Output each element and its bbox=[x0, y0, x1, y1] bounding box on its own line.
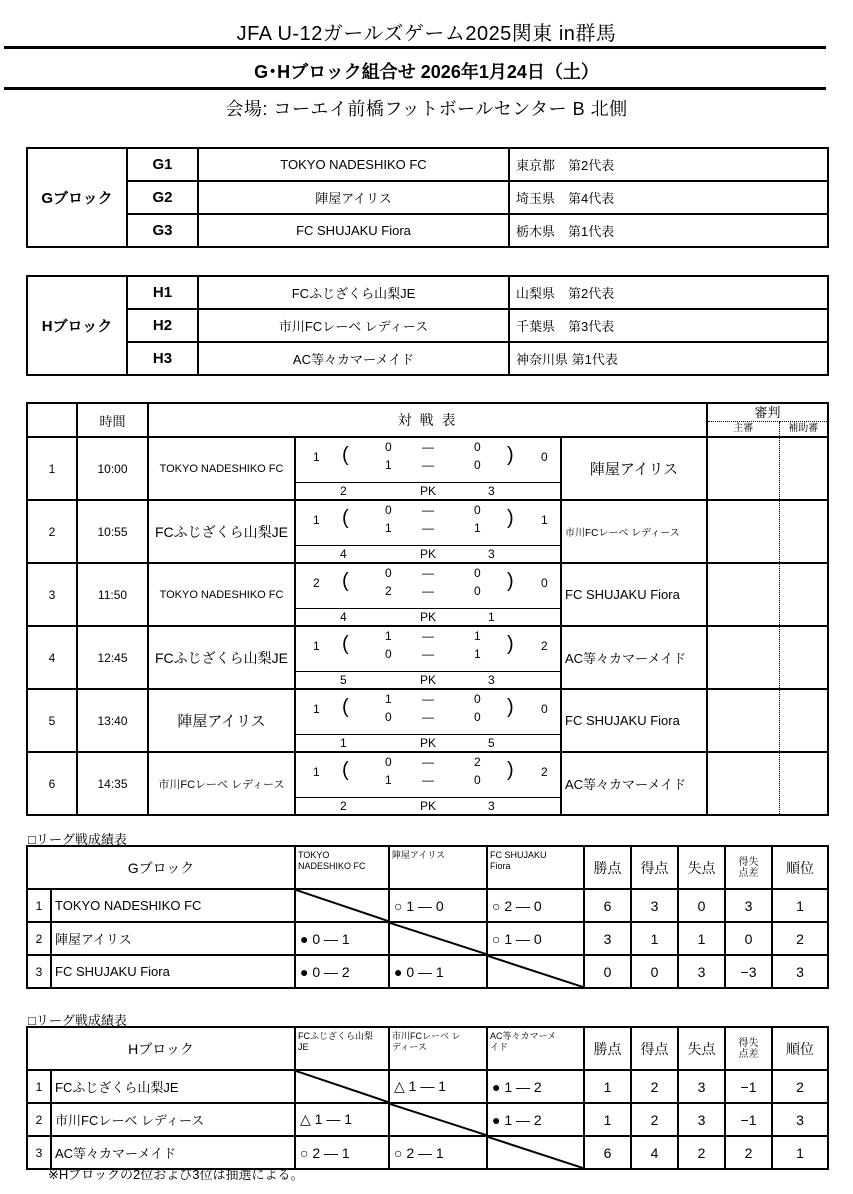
score-cell bbox=[295, 437, 561, 500]
penalty-row bbox=[296, 797, 560, 813]
match-result: ● 0 — 1 bbox=[295, 922, 389, 955]
row-index: 3 bbox=[27, 955, 51, 988]
stat-value: −1 bbox=[725, 1070, 772, 1103]
stat-value: 1 bbox=[772, 889, 828, 922]
away-second-half: 1 bbox=[474, 647, 481, 661]
diagonal-line bbox=[296, 1071, 388, 1102]
main-referee-cell[interactable] bbox=[707, 437, 779, 500]
pk-home: 5 bbox=[340, 673, 347, 687]
home-second-half: 1 bbox=[385, 458, 392, 472]
match-row bbox=[27, 626, 828, 689]
home-team: 市川FCレーベ レディース bbox=[148, 752, 295, 815]
away-second-half: 0 bbox=[474, 458, 481, 472]
stat-value: 2 bbox=[678, 1136, 725, 1169]
stat-value: 1 bbox=[584, 1070, 631, 1103]
first-half-dash: — bbox=[422, 629, 434, 643]
away-team: 市川FCレーベ レディース bbox=[561, 500, 707, 563]
pk-label: PK bbox=[420, 673, 437, 687]
score-cell bbox=[295, 563, 561, 626]
stat-value: 0 bbox=[584, 955, 631, 988]
away-first-half: 0 bbox=[474, 503, 481, 517]
penalty-row bbox=[296, 671, 560, 687]
away-total-score: 0 bbox=[541, 702, 548, 716]
main-referee-cell[interactable] bbox=[707, 500, 779, 563]
league-team-name: TOKYO NADESHIKO FC bbox=[51, 889, 295, 922]
home-total-score: 1 bbox=[313, 639, 320, 653]
match-row bbox=[27, 437, 828, 500]
team-code: H3 bbox=[127, 342, 198, 375]
close-paren: ) bbox=[507, 507, 514, 529]
home-total-score: 1 bbox=[313, 450, 320, 464]
open-paren: ( bbox=[342, 507, 349, 529]
away-second-half: 0 bbox=[474, 584, 481, 598]
team-representation: 埼玉県 第4代表 bbox=[509, 181, 828, 214]
away-second-half: 0 bbox=[474, 773, 481, 787]
penalty-row bbox=[296, 734, 560, 750]
close-paren: ) bbox=[507, 696, 514, 718]
main-referee-header: 主審 bbox=[707, 422, 779, 438]
second-half-dash: — bbox=[422, 710, 434, 724]
stat-header: 順位 bbox=[772, 846, 828, 889]
match-time: 10:55 bbox=[77, 500, 148, 563]
opponent-header: TOKYO NADESHIKO FC bbox=[295, 846, 389, 889]
schedule-table bbox=[26, 402, 829, 816]
stat-header: 得点 bbox=[631, 846, 678, 889]
stat-value: 2 bbox=[631, 1103, 678, 1136]
opponent-header: 市川FCレーベ レ ディース bbox=[389, 1027, 487, 1070]
away-total-score: 2 bbox=[541, 639, 548, 653]
row-index: 1 bbox=[27, 1070, 51, 1103]
league-row bbox=[27, 955, 828, 988]
score-box bbox=[296, 438, 560, 499]
team-code: G3 bbox=[127, 214, 198, 247]
home-second-half: 1 bbox=[385, 521, 392, 535]
team-representation: 千葉県 第3代表 bbox=[509, 309, 828, 342]
penalty-row bbox=[296, 608, 560, 624]
team-name: AC等々カマーメイド bbox=[198, 342, 509, 375]
block-label: Hブロック bbox=[27, 276, 127, 375]
assistant-referee-cell[interactable] bbox=[779, 626, 828, 689]
score-cell bbox=[295, 689, 561, 752]
schedule-no-header bbox=[27, 403, 77, 437]
home-first-half: 0 bbox=[385, 755, 392, 769]
pk-away: 1 bbox=[488, 610, 495, 624]
stat-header: 得失 点差 bbox=[725, 1027, 772, 1070]
score-regular bbox=[296, 501, 560, 546]
pk-home: 4 bbox=[340, 610, 347, 624]
home-second-half: 2 bbox=[385, 584, 392, 598]
home-first-half: 0 bbox=[385, 566, 392, 580]
stat-value: 3 bbox=[678, 1070, 725, 1103]
stat-value: 0 bbox=[631, 955, 678, 988]
away-second-half: 1 bbox=[474, 521, 481, 535]
match-result: ○ 2 — 0 bbox=[487, 889, 584, 922]
subtitle-rule bbox=[4, 87, 826, 90]
pk-label: PK bbox=[420, 610, 437, 624]
penalty-row bbox=[296, 545, 560, 561]
second-half-dash: — bbox=[422, 773, 434, 787]
second-half-dash: — bbox=[422, 458, 434, 472]
pk-home: 4 bbox=[340, 547, 347, 561]
score-regular bbox=[296, 438, 560, 483]
match-number: 5 bbox=[27, 689, 77, 752]
match-time: 12:45 bbox=[77, 626, 148, 689]
first-half-dash: — bbox=[422, 566, 434, 580]
stat-value: 3 bbox=[584, 922, 631, 955]
team-name: FC SHUJAKU Fiora bbox=[198, 214, 509, 247]
team-code: G2 bbox=[127, 181, 198, 214]
home-team: TOKYO NADESHIKO FC bbox=[148, 437, 295, 500]
block-h-table bbox=[26, 275, 829, 376]
score-box bbox=[296, 564, 560, 625]
stat-header: 勝点 bbox=[584, 846, 631, 889]
match-result: △ 1 — 1 bbox=[389, 1070, 487, 1103]
stat-header: 失点 bbox=[678, 846, 725, 889]
stat-value: −3 bbox=[725, 955, 772, 988]
score-cell bbox=[295, 752, 561, 815]
match-result: ○ 1 — 0 bbox=[487, 922, 584, 955]
pk-away: 3 bbox=[488, 547, 495, 561]
score-box bbox=[296, 501, 560, 562]
pk-away: 3 bbox=[488, 673, 495, 687]
team-row bbox=[27, 309, 828, 342]
opponent-header: FC SHUJAKU Fiora bbox=[487, 846, 584, 889]
stat-header: 順位 bbox=[772, 1027, 828, 1070]
venue: 会場: コーエイ前橋フットボールセンター B 北側 bbox=[225, 99, 628, 119]
match-row bbox=[27, 500, 828, 563]
league-team-name: 市川FCレーベ レディース bbox=[51, 1103, 295, 1136]
league-row bbox=[27, 1070, 828, 1103]
score-regular bbox=[296, 564, 560, 609]
home-second-half: 1 bbox=[385, 773, 392, 787]
match-number: 6 bbox=[27, 752, 77, 815]
team-row bbox=[27, 276, 828, 309]
schedule-time-header: 時間 bbox=[77, 403, 148, 437]
team-name: 市川FCレーベ レディース bbox=[198, 309, 509, 342]
team-row bbox=[27, 148, 828, 181]
close-paren: ) bbox=[507, 570, 514, 592]
team-representation: 栃木県 第1代表 bbox=[509, 214, 828, 247]
referee-header: 審判 bbox=[707, 403, 828, 422]
stat-value: 3 bbox=[631, 889, 678, 922]
self-match-cell bbox=[389, 1103, 487, 1136]
pk-away: 5 bbox=[488, 736, 495, 750]
row-index: 3 bbox=[27, 1136, 51, 1169]
away-team: AC等々カマーメイド bbox=[561, 752, 707, 815]
main-referee-cell[interactable] bbox=[707, 689, 779, 752]
match-result: ● 1 — 2 bbox=[487, 1070, 584, 1103]
row-index: 1 bbox=[27, 889, 51, 922]
away-team: FC SHUJAKU Fiora bbox=[561, 563, 707, 626]
open-paren: ( bbox=[342, 633, 349, 655]
match-row bbox=[27, 689, 828, 752]
away-team: 陣屋アイリス bbox=[561, 437, 707, 500]
assistant-referee-cell[interactable] bbox=[779, 437, 828, 500]
away-first-half: 0 bbox=[474, 566, 481, 580]
self-match-cell bbox=[487, 1136, 584, 1169]
away-total-score: 0 bbox=[541, 576, 548, 590]
team-name: FCふじざくら山梨JE bbox=[198, 276, 509, 309]
first-half-dash: — bbox=[422, 692, 434, 706]
match-time: 14:35 bbox=[77, 752, 148, 815]
schedule-matchup-header: 対 戦 表 bbox=[148, 403, 707, 437]
league-block-label: Hブロック bbox=[27, 1027, 295, 1070]
home-second-half: 0 bbox=[385, 647, 392, 661]
away-second-half: 0 bbox=[474, 710, 481, 724]
home-team: 陣屋アイリス bbox=[148, 689, 295, 752]
h-league-table bbox=[26, 1026, 829, 1170]
away-first-half: 2 bbox=[474, 755, 481, 769]
pk-away: 3 bbox=[488, 484, 495, 498]
away-team: AC等々カマーメイド bbox=[561, 626, 707, 689]
home-team: FCふじざくら山梨JE bbox=[148, 500, 295, 563]
stat-value: 0 bbox=[725, 922, 772, 955]
second-half-dash: — bbox=[422, 647, 434, 661]
open-paren: ( bbox=[342, 570, 349, 592]
self-match-cell bbox=[295, 889, 389, 922]
team-name: 陣屋アイリス bbox=[198, 181, 509, 214]
score-regular bbox=[296, 753, 560, 798]
match-result: △ 1 — 1 bbox=[295, 1103, 389, 1136]
match-row bbox=[27, 752, 828, 815]
league-row bbox=[27, 1103, 828, 1136]
home-total-score: 1 bbox=[313, 702, 320, 716]
stat-value: 3 bbox=[725, 889, 772, 922]
opponent-header: AC等々カマーメ イド bbox=[487, 1027, 584, 1070]
diagonal-line bbox=[488, 1137, 583, 1168]
block-label: Gブロック bbox=[27, 148, 127, 247]
stat-value: 3 bbox=[678, 955, 725, 988]
g-league-section-label: □リーグ戦成績表 bbox=[28, 832, 127, 847]
away-first-half: 0 bbox=[474, 692, 481, 706]
team-representation: 東京都 第2代表 bbox=[509, 148, 828, 181]
stat-value: 1 bbox=[678, 922, 725, 955]
g-league-table bbox=[26, 845, 829, 989]
row-index: 2 bbox=[27, 922, 51, 955]
home-second-half: 0 bbox=[385, 710, 392, 724]
match-result: ● 0 — 2 bbox=[295, 955, 389, 988]
stat-value: 3 bbox=[678, 1103, 725, 1136]
score-cell bbox=[295, 626, 561, 689]
pk-label: PK bbox=[420, 736, 437, 750]
team-name: TOKYO NADESHIKO FC bbox=[198, 148, 509, 181]
match-time: 11:50 bbox=[77, 563, 148, 626]
pk-home: 2 bbox=[340, 484, 347, 498]
match-result: ○ 2 — 1 bbox=[389, 1136, 487, 1169]
diagonal-line bbox=[488, 956, 583, 987]
home-team: TOKYO NADESHIKO FC bbox=[148, 563, 295, 626]
stat-value: 1 bbox=[584, 1103, 631, 1136]
team-code: G1 bbox=[127, 148, 198, 181]
first-half-dash: — bbox=[422, 755, 434, 769]
score-cell bbox=[295, 500, 561, 563]
score-box bbox=[296, 690, 560, 751]
open-paren: ( bbox=[342, 696, 349, 718]
match-time: 10:00 bbox=[77, 437, 148, 500]
match-time: 13:40 bbox=[77, 689, 148, 752]
pk-label: PK bbox=[420, 547, 437, 561]
match-row bbox=[27, 563, 828, 626]
opponent-header: FCふじざくら山梨 JE bbox=[295, 1027, 389, 1070]
home-team: FCふじざくら山梨JE bbox=[148, 626, 295, 689]
second-half-dash: — bbox=[422, 584, 434, 598]
match-result: ● 0 — 1 bbox=[389, 955, 487, 988]
page-title: JFA U-12ガールズゲーム2025関東 in群馬 bbox=[236, 23, 617, 45]
h-league-note: ※Hブロックの2位および3位は抽選による。 bbox=[48, 1167, 304, 1182]
assistant-referee-cell[interactable] bbox=[779, 689, 828, 752]
stat-header: 勝点 bbox=[584, 1027, 631, 1070]
away-total-score: 2 bbox=[541, 765, 548, 779]
team-representation: 神奈川県 第1代表 bbox=[509, 342, 828, 375]
match-result: ○ 1 — 0 bbox=[389, 889, 487, 922]
match-number: 1 bbox=[27, 437, 77, 500]
open-paren: ( bbox=[342, 759, 349, 781]
home-total-score: 1 bbox=[313, 765, 320, 779]
league-block-label: Gブロック bbox=[27, 846, 295, 889]
self-match-cell bbox=[295, 1070, 389, 1103]
score-box bbox=[296, 753, 560, 814]
opponent-header: 陣屋アイリス bbox=[389, 846, 487, 889]
team-code: H1 bbox=[127, 276, 198, 309]
league-header-row bbox=[27, 1027, 828, 1070]
pk-home: 2 bbox=[340, 799, 347, 813]
pk-label: PK bbox=[420, 799, 437, 813]
stat-value: 1 bbox=[772, 1136, 828, 1169]
team-code: H2 bbox=[127, 309, 198, 342]
close-paren: ) bbox=[507, 444, 514, 466]
league-row bbox=[27, 889, 828, 922]
stat-value: 6 bbox=[584, 889, 631, 922]
team-representation: 山梨県 第2代表 bbox=[509, 276, 828, 309]
stat-header: 失点 bbox=[678, 1027, 725, 1070]
stat-value: 1 bbox=[631, 922, 678, 955]
match-number: 4 bbox=[27, 626, 77, 689]
assistant-referee-cell[interactable] bbox=[779, 752, 828, 815]
main-referee-cell[interactable] bbox=[707, 626, 779, 689]
league-team-name: FCふじざくら山梨JE bbox=[51, 1070, 295, 1103]
self-match-cell bbox=[389, 922, 487, 955]
league-team-name: AC等々カマーメイド bbox=[51, 1136, 295, 1169]
stat-value: 3 bbox=[772, 1103, 828, 1136]
main-referee-cell[interactable] bbox=[707, 563, 779, 626]
score-box bbox=[296, 627, 560, 688]
close-paren: ) bbox=[507, 633, 514, 655]
first-half-dash: — bbox=[422, 503, 434, 517]
team-row bbox=[27, 342, 828, 375]
away-first-half: 1 bbox=[474, 629, 481, 643]
assistant-referee-cell[interactable] bbox=[779, 500, 828, 563]
match-number: 3 bbox=[27, 563, 77, 626]
second-half-dash: — bbox=[422, 521, 434, 535]
first-half-dash: — bbox=[422, 440, 434, 454]
assistant-referee-header: 補助審 bbox=[779, 422, 828, 438]
diagonal-line bbox=[390, 923, 486, 954]
close-paren: ) bbox=[507, 759, 514, 781]
home-first-half: 0 bbox=[385, 440, 392, 454]
h-league-section-label: □リーグ戦成績表 bbox=[28, 1013, 127, 1028]
league-header-row bbox=[27, 846, 828, 889]
open-paren: ( bbox=[342, 444, 349, 466]
block-g-table bbox=[26, 147, 829, 248]
home-total-score: 1 bbox=[313, 513, 320, 527]
match-result: ● 1 — 2 bbox=[487, 1103, 584, 1136]
assistant-referee-cell[interactable] bbox=[779, 563, 828, 626]
league-row bbox=[27, 922, 828, 955]
diagonal-line bbox=[296, 890, 388, 921]
away-first-half: 0 bbox=[474, 440, 481, 454]
stat-value: −1 bbox=[725, 1103, 772, 1136]
stat-value: 0 bbox=[678, 889, 725, 922]
home-first-half: 0 bbox=[385, 503, 392, 517]
team-row bbox=[27, 214, 828, 247]
team-row bbox=[27, 181, 828, 214]
stat-value: 2 bbox=[631, 1070, 678, 1103]
stat-value: 2 bbox=[772, 922, 828, 955]
main-referee-cell[interactable] bbox=[707, 752, 779, 815]
league-team-name: 陣屋アイリス bbox=[51, 922, 295, 955]
page-subtitle: G･Hブロック組合せ 2026年1月24日（土） bbox=[254, 62, 599, 82]
stat-header: 得点 bbox=[631, 1027, 678, 1070]
title-rule bbox=[4, 46, 826, 49]
penalty-row bbox=[296, 482, 560, 498]
score-regular bbox=[296, 690, 560, 735]
match-number: 2 bbox=[27, 500, 77, 563]
match-result: ○ 2 — 1 bbox=[295, 1136, 389, 1169]
pk-label: PK bbox=[420, 484, 437, 498]
row-index: 2 bbox=[27, 1103, 51, 1136]
away-team: FC SHUJAKU Fiora bbox=[561, 689, 707, 752]
stat-value: 3 bbox=[772, 955, 828, 988]
stat-value: 2 bbox=[725, 1136, 772, 1169]
stat-value: 2 bbox=[772, 1070, 828, 1103]
score-regular bbox=[296, 627, 560, 672]
stat-value: 6 bbox=[584, 1136, 631, 1169]
away-total-score: 0 bbox=[541, 450, 548, 464]
pk-away: 3 bbox=[488, 799, 495, 813]
stat-header: 得失 点差 bbox=[725, 846, 772, 889]
home-first-half: 1 bbox=[385, 629, 392, 643]
stat-value: 4 bbox=[631, 1136, 678, 1169]
home-first-half: 1 bbox=[385, 692, 392, 706]
diagonal-line bbox=[390, 1104, 486, 1135]
pk-home: 1 bbox=[340, 736, 347, 750]
home-total-score: 2 bbox=[313, 576, 320, 590]
self-match-cell bbox=[487, 955, 584, 988]
league-team-name: FC SHUJAKU Fiora bbox=[51, 955, 295, 988]
away-total-score: 1 bbox=[541, 513, 548, 527]
